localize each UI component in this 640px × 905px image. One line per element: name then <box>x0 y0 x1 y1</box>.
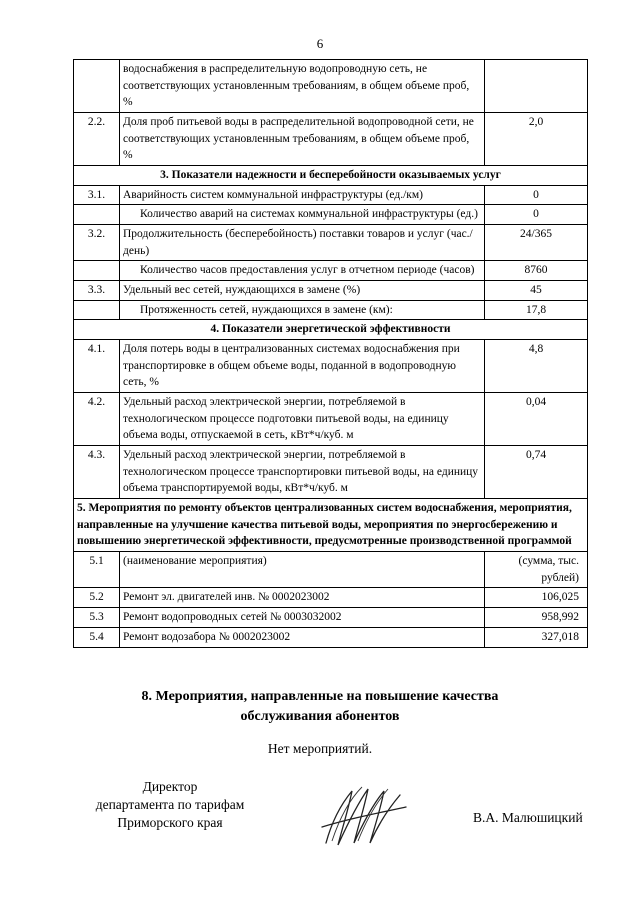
section-header-row <box>74 499 588 552</box>
row-value <box>485 60 588 113</box>
indicators-table-body <box>74 60 588 648</box>
section-header: 4. Показатели энергетической эффективности <box>74 320 588 340</box>
indicators-table <box>73 59 588 648</box>
row-description: Аварийность систем коммунальной инфраструктуры (ед./км) <box>120 185 485 205</box>
table-row <box>74 113 588 166</box>
row-description: Количество аварий на системах коммунальной инфраструктуры (ед.) <box>120 205 485 225</box>
measure-cost: 327,018 <box>485 627 588 647</box>
row-description: Количество часов предоставления услуг в отчетном периоде (часов) <box>120 261 485 281</box>
measure-cost: (сумма, тыс. рублей) <box>485 552 588 588</box>
row-number: 4.1. <box>74 340 120 393</box>
row-value: 0 <box>485 205 588 225</box>
row-description: Доля проб питьевой воды в распределительной водопроводной сети, не соответствующих установленным требованиям, в общем объеме проб, % <box>120 113 485 166</box>
row-description: водоснабжения в распределительную водопроводную сеть, не соответствующих установленным требованиям, в общем объеме проб, % <box>120 60 485 113</box>
no-measures-text: Нет мероприятий. <box>267 741 373 756</box>
row-value: 24/365 <box>485 225 588 261</box>
row-number: 3.3. <box>74 281 120 301</box>
handwritten-signature <box>318 781 408 851</box>
row-number: 3.1. <box>74 185 120 205</box>
measure-number: 5.4 <box>74 627 120 647</box>
row-value: 8760 <box>485 261 588 281</box>
row-description: Протяженность сетей, нуждающихся в замене (км): <box>120 300 485 320</box>
table-row <box>74 60 588 113</box>
section-8-heading <box>0 687 640 726</box>
section-header-row <box>74 320 588 340</box>
section-5-header: 5. Мероприятия по ремонту объектов централизованных систем водоснабжения, мероприятия, направленные на улучшение качества питьевой воды, мероприятия по энергосбережению и повышению энергетической эффективности, предусмотренные производственной программой <box>74 499 588 552</box>
row-value: 2,0 <box>485 113 588 166</box>
table-row <box>74 225 588 261</box>
measure-name: Ремонт водозабора № 0002023002 <box>120 627 485 647</box>
row-value: 17,8 <box>485 300 588 320</box>
row-description: Доля потерь воды в централизованных системах водоснабжения при транспортировке в общем объеме воды, поданной в водопроводную сеть, % <box>120 340 485 393</box>
measure-number: 5.1 <box>74 552 120 588</box>
table-row <box>74 185 588 205</box>
table-row <box>74 261 588 281</box>
row-value: 0,74 <box>485 446 588 499</box>
row-number <box>74 300 120 320</box>
measure-cost: 958,992 <box>485 608 588 628</box>
measure-cost: 106,025 <box>485 588 588 608</box>
row-number: 4.2. <box>74 393 120 446</box>
row-number: 4.3. <box>74 446 120 499</box>
row-value: 4,8 <box>485 340 588 393</box>
measure-name: Ремонт эл. двигателей инв. № 0002023002 <box>120 588 485 608</box>
row-number: 2.2. <box>74 113 120 166</box>
section-header-row <box>74 166 588 186</box>
table-row <box>74 205 588 225</box>
measure-number: 5.2 <box>74 588 120 608</box>
row-value: 0 <box>485 185 588 205</box>
measure-row <box>74 608 588 628</box>
row-number: 3.2. <box>74 225 120 261</box>
row-number <box>74 205 120 225</box>
row-description: Удельный расход электрической энергии, потребляемой в технологическом процессе транспортировки питьевой воды, на единицу объема транспортируемой воды, кВт*ч/куб. м <box>120 446 485 499</box>
row-number <box>74 261 120 281</box>
table-row <box>74 300 588 320</box>
measure-row <box>74 588 588 608</box>
page-number: 6 <box>316 36 324 51</box>
measure-row <box>74 627 588 647</box>
position-line-1: Директор <box>142 779 198 794</box>
row-description: Удельный вес сетей, нуждающихся в замене (%) <box>120 281 485 301</box>
measure-row <box>74 552 588 588</box>
position-line-3: Приморского края <box>117 815 223 831</box>
row-description: Продолжительность (бесперебойность) поставки товаров и услуг (час./день) <box>120 225 485 261</box>
row-value: 0,04 <box>485 393 588 446</box>
row-description: Удельный расход электрической энергии, потребляемой в технологическом процессе подготовки питьевой воды, на единицу объема воды, отпускаемой в сеть, кВт*ч/куб. м <box>120 393 485 446</box>
table-row <box>74 393 588 446</box>
measure-number: 5.3 <box>74 608 120 628</box>
position-line-2: департамента по тарифам <box>95 797 245 813</box>
table-row <box>74 446 588 499</box>
measure-name: Ремонт водопроводных сетей № 0003032002 <box>120 608 485 628</box>
signatory-position <box>70 778 270 833</box>
table-row <box>74 340 588 393</box>
row-number <box>74 60 120 113</box>
signatory-name: В.А. Малюшицкий <box>473 810 583 825</box>
table-row <box>74 281 588 301</box>
measure-name: (наименование мероприятия) <box>120 552 485 588</box>
section-8-heading-text: 8. Мероприятия, направленные на повышение качества обслуживания абонентов <box>141 689 499 724</box>
section-header: 3. Показатели надежности и бесперебойности оказываемых услуг <box>74 166 588 186</box>
row-value: 45 <box>485 281 588 301</box>
